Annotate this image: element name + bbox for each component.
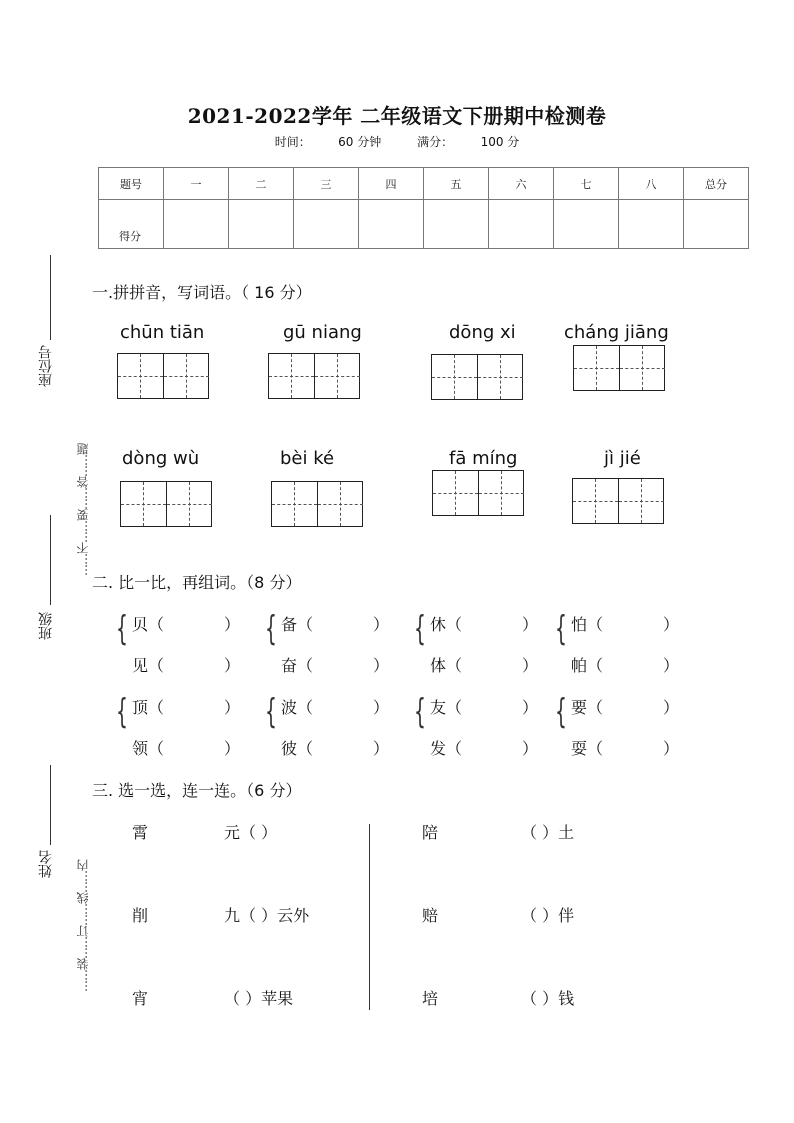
name-label: 姓名 [38,850,54,878]
score-header-cell: 五 [424,168,489,200]
pinyin-label: bèi ké [280,448,335,469]
pinyin-label: gū niang [283,322,362,343]
compare-word-item[interactable]: 波（ ） [281,698,390,717]
compare-word-item[interactable]: 耍（ ） [571,739,680,758]
exam-subtitle [0,133,794,150]
score-entry-cell[interactable] [359,200,424,249]
pinyin-label: fā míng [449,448,518,469]
score-header-cell: 总分 [684,168,749,200]
brace: { [555,609,567,649]
seat-number-line [50,255,51,340]
match-right-char[interactable]: 赔 [422,906,439,925]
writing-grid[interactable] [120,481,212,527]
writing-grid[interactable] [573,345,665,391]
section-1-heading: 一.拼拼音，写词语。（ 16 分） [92,283,312,302]
match-left-char[interactable]: 宵 [132,989,149,1008]
full-score-label: 满分： [417,135,454,149]
brace: { [414,609,426,649]
writing-grid[interactable] [431,354,523,400]
compare-word-item[interactable]: 彼（ ） [281,739,390,758]
brace: { [116,692,128,732]
score-row-label: 得分 [99,200,164,249]
compare-word-item[interactable]: 要（ ） [571,698,680,717]
match-left-char[interactable]: 削 [132,906,149,925]
compare-word-item[interactable]: 怕（ ） [571,615,680,634]
compare-word-item[interactable]: 友（ ） [430,698,539,717]
brace: { [555,692,567,732]
compare-word-item[interactable]: 领（ ） [132,739,241,758]
match-right-phrase[interactable]: （ ）伴 [521,906,575,925]
score-header-cell: 四 [359,168,424,200]
match-left-phrase[interactable]: 元（ ） [224,823,278,842]
seat-number-label: 座位号 [38,345,54,387]
no-answer-warning: ……不……要……答……题 [76,444,90,576]
compare-word-item[interactable]: 贝（ ） [132,615,241,634]
score-header-cell: 一 [164,168,229,200]
writing-grid[interactable] [432,470,524,516]
score-entry-cell[interactable] [684,200,749,249]
pinyin-label: cháng jiāng [564,322,669,343]
score-header-cell: 三 [294,168,359,200]
brace: { [265,609,277,649]
score-header-cell: 六 [489,168,554,200]
score-header-cell: 题号 [99,168,164,200]
compare-word-item[interactable]: 帕（ ） [571,656,680,675]
score-entry-cell[interactable] [424,200,489,249]
compare-word-item[interactable]: 发（ ） [430,739,539,758]
compare-word-item[interactable]: 奋（ ） [281,656,390,675]
compare-word-item[interactable]: 休（ ） [430,615,539,634]
compare-word-item[interactable]: 见（ ） [132,656,241,675]
pinyin-label: dòng wù [122,448,200,469]
match-left-phrase[interactable]: （ ）苹果 [224,989,294,1008]
brace: { [265,692,277,732]
match-right-char[interactable]: 陪 [422,823,439,842]
pinyin-label: chūn tiān [120,322,205,343]
binding-line-warning: ……装……订……线……内 [76,860,90,992]
time-label: 时间： [274,135,311,149]
brace: { [414,692,426,732]
compare-word-item[interactable]: 备（ ） [281,615,390,634]
score-entry-cell[interactable] [164,200,229,249]
exam-title: 2021-2022学年 二年级语文下册期中检测卷 [187,104,607,128]
writing-grid[interactable] [268,353,360,399]
section-2-heading: 二. 比一比，再组词。（8 分） [92,573,302,592]
section-3-heading: 三. 选一选，连一连。（6 分） [92,781,302,800]
score-entry-cell[interactable] [489,200,554,249]
writing-grid[interactable] [271,481,363,527]
column-divider [369,824,370,1010]
score-header-cell: 二 [229,168,294,200]
compare-word-item[interactable]: 顶（ ） [132,698,241,717]
pinyin-label: dōng xi [449,322,516,343]
score-header-cell: 七 [554,168,619,200]
writing-grid[interactable] [572,478,664,524]
match-left-char[interactable]: 霄 [132,823,149,842]
score-entry-cell[interactable] [294,200,359,249]
match-right-char[interactable]: 培 [422,989,439,1008]
full-score-value: 100 分 [480,135,520,149]
match-right-phrase[interactable]: （ ）钱 [521,989,575,1008]
score-entry-cell[interactable] [619,200,684,249]
time-value: 60 分钟 [338,135,382,149]
score-header-cell: 八 [619,168,684,200]
pinyin-label: jì jié [604,448,641,469]
writing-grid[interactable] [117,353,209,399]
brace: { [116,609,128,649]
compare-word-item[interactable]: 体（ ） [430,656,539,675]
score-table-score-row [99,200,749,249]
score-table [98,167,749,249]
score-entry-cell[interactable] [229,200,294,249]
score-table-header-row [99,168,749,200]
class-line [50,515,51,605]
name-line [50,765,51,845]
score-entry-cell[interactable] [554,200,619,249]
match-left-phrase[interactable]: 九（ ）云外 [224,906,310,925]
class-label: 班级 [38,612,54,640]
match-right-phrase[interactable]: （ ）土 [521,823,575,842]
